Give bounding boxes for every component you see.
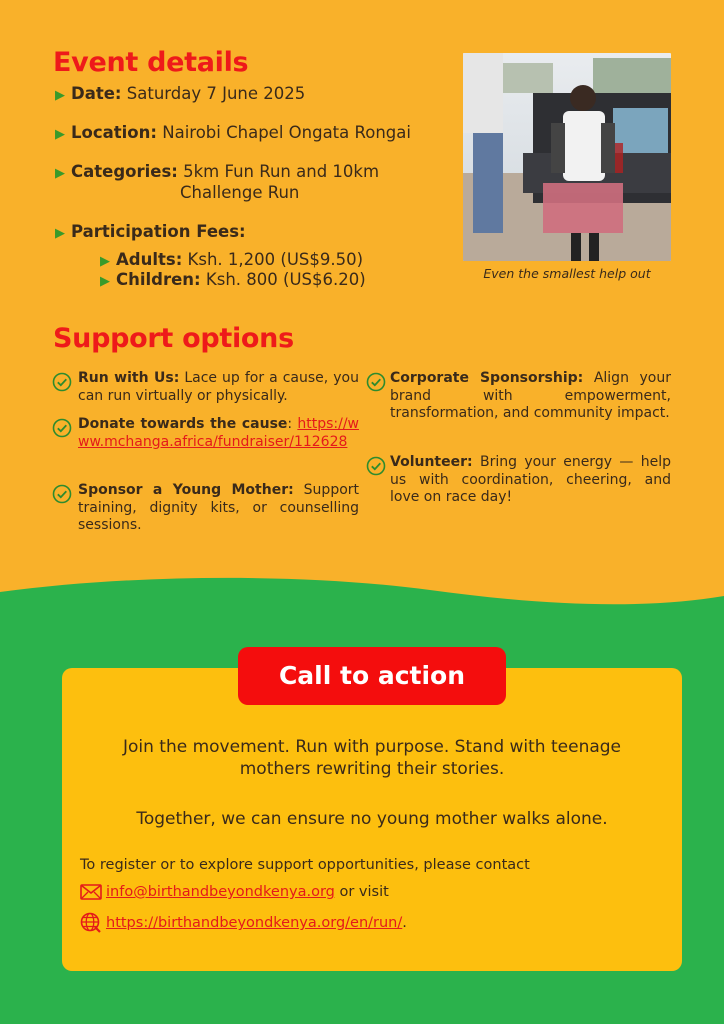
run-text: Lace up for a cause, you can run virtually or physically. (78, 370, 359, 404)
website-period: . (402, 915, 407, 931)
sponsor-text: Support training, dignity kits, or counselling sessions. (78, 482, 360, 533)
support-donate: Donate towards the cause: https://www.mchanga.africa/fundraiser/112628 (54, 416, 359, 451)
play-triangle-icon: ▶ (55, 127, 65, 142)
or-visit-text: or visit (339, 884, 389, 900)
corporate-label: Corporate Sponsorship: (390, 370, 584, 386)
cta-line-2: mothers rewriting their stories. (239, 759, 505, 779)
play-triangle-icon: ▶ (55, 166, 65, 181)
event-details-heading: Event details (53, 47, 249, 78)
donate-link[interactable]: https://www.mchanga.africa/fundraiser/112628 (78, 416, 359, 450)
call-to-action-title: Call to action (238, 647, 506, 705)
children-fee-row (100, 269, 366, 292)
adults-value: Ksh. 1,200 (US$9.50) (187, 250, 364, 269)
check-circle-icon (52, 372, 72, 392)
location-row (55, 122, 411, 145)
contact-email-row (80, 884, 389, 900)
corporate-text: Align your brand with empowerment, transformation, and community impact. (390, 370, 671, 421)
volunteer-text: Bring your energy — help us with coordination, cheering, and love on race day! (390, 454, 671, 505)
check-circle-icon (52, 484, 72, 504)
date-row (55, 83, 305, 106)
check-circle-icon (366, 372, 386, 392)
play-triangle-icon: ▶ (55, 226, 65, 241)
adults-label: Adults: (116, 250, 183, 269)
mail-icon (80, 884, 102, 900)
check-circle-icon (366, 456, 386, 476)
location-value: Nairobi Chapel Ongata Rongai (162, 123, 411, 142)
location-label: Location: (71, 123, 157, 142)
fees-row (55, 221, 246, 244)
event-photo (463, 53, 671, 261)
cta-line-3: Together, we can ensure no young mother walks alone. (136, 809, 608, 829)
date-value: Saturday 7 June 2025 (126, 84, 306, 103)
website-link[interactable]: https://birthandbeyondkenya.org/en/run/ (106, 915, 403, 931)
support-sponsor-mother (54, 482, 359, 535)
volunteer-label: Volunteer: (390, 454, 473, 470)
email-link[interactable]: info@birthandbeyondkenya.org (106, 884, 335, 900)
support-options-heading: Support options (53, 323, 294, 354)
cta-line-1: Join the movement. Run with purpose. Stand with teenage (122, 737, 622, 757)
photo-caption: Even the smallest help out (483, 266, 651, 281)
contact-website-row (80, 912, 407, 934)
play-triangle-icon: ▶ (100, 274, 110, 289)
children-label: Children: (116, 270, 201, 289)
categories-label: Categories: (71, 162, 178, 181)
play-triangle-icon: ▶ (100, 254, 110, 269)
support-corporate (366, 370, 671, 423)
donate-label: Donate towards the cause (78, 416, 288, 432)
check-circle-icon (52, 418, 72, 438)
categories-line-2: Challenge Run (180, 183, 300, 202)
categories-row (55, 161, 379, 184)
support-volunteer (366, 454, 671, 507)
categories-line-1: 5km Fun Run and 10km (183, 162, 380, 181)
run-label: Run with Us: (78, 370, 180, 386)
play-triangle-icon: ▶ (55, 88, 65, 103)
fees-label: Participation Fees: (71, 222, 246, 241)
date-label: Date: (71, 84, 122, 103)
sponsor-label: Sponsor a Young Mother: (78, 482, 294, 498)
children-value: Ksh. 800 (US$6.20) (205, 270, 366, 289)
contact-intro: To register or to explore support opportunities, please contact (80, 857, 530, 873)
globe-icon (80, 912, 102, 934)
support-run-with-us (54, 370, 359, 405)
